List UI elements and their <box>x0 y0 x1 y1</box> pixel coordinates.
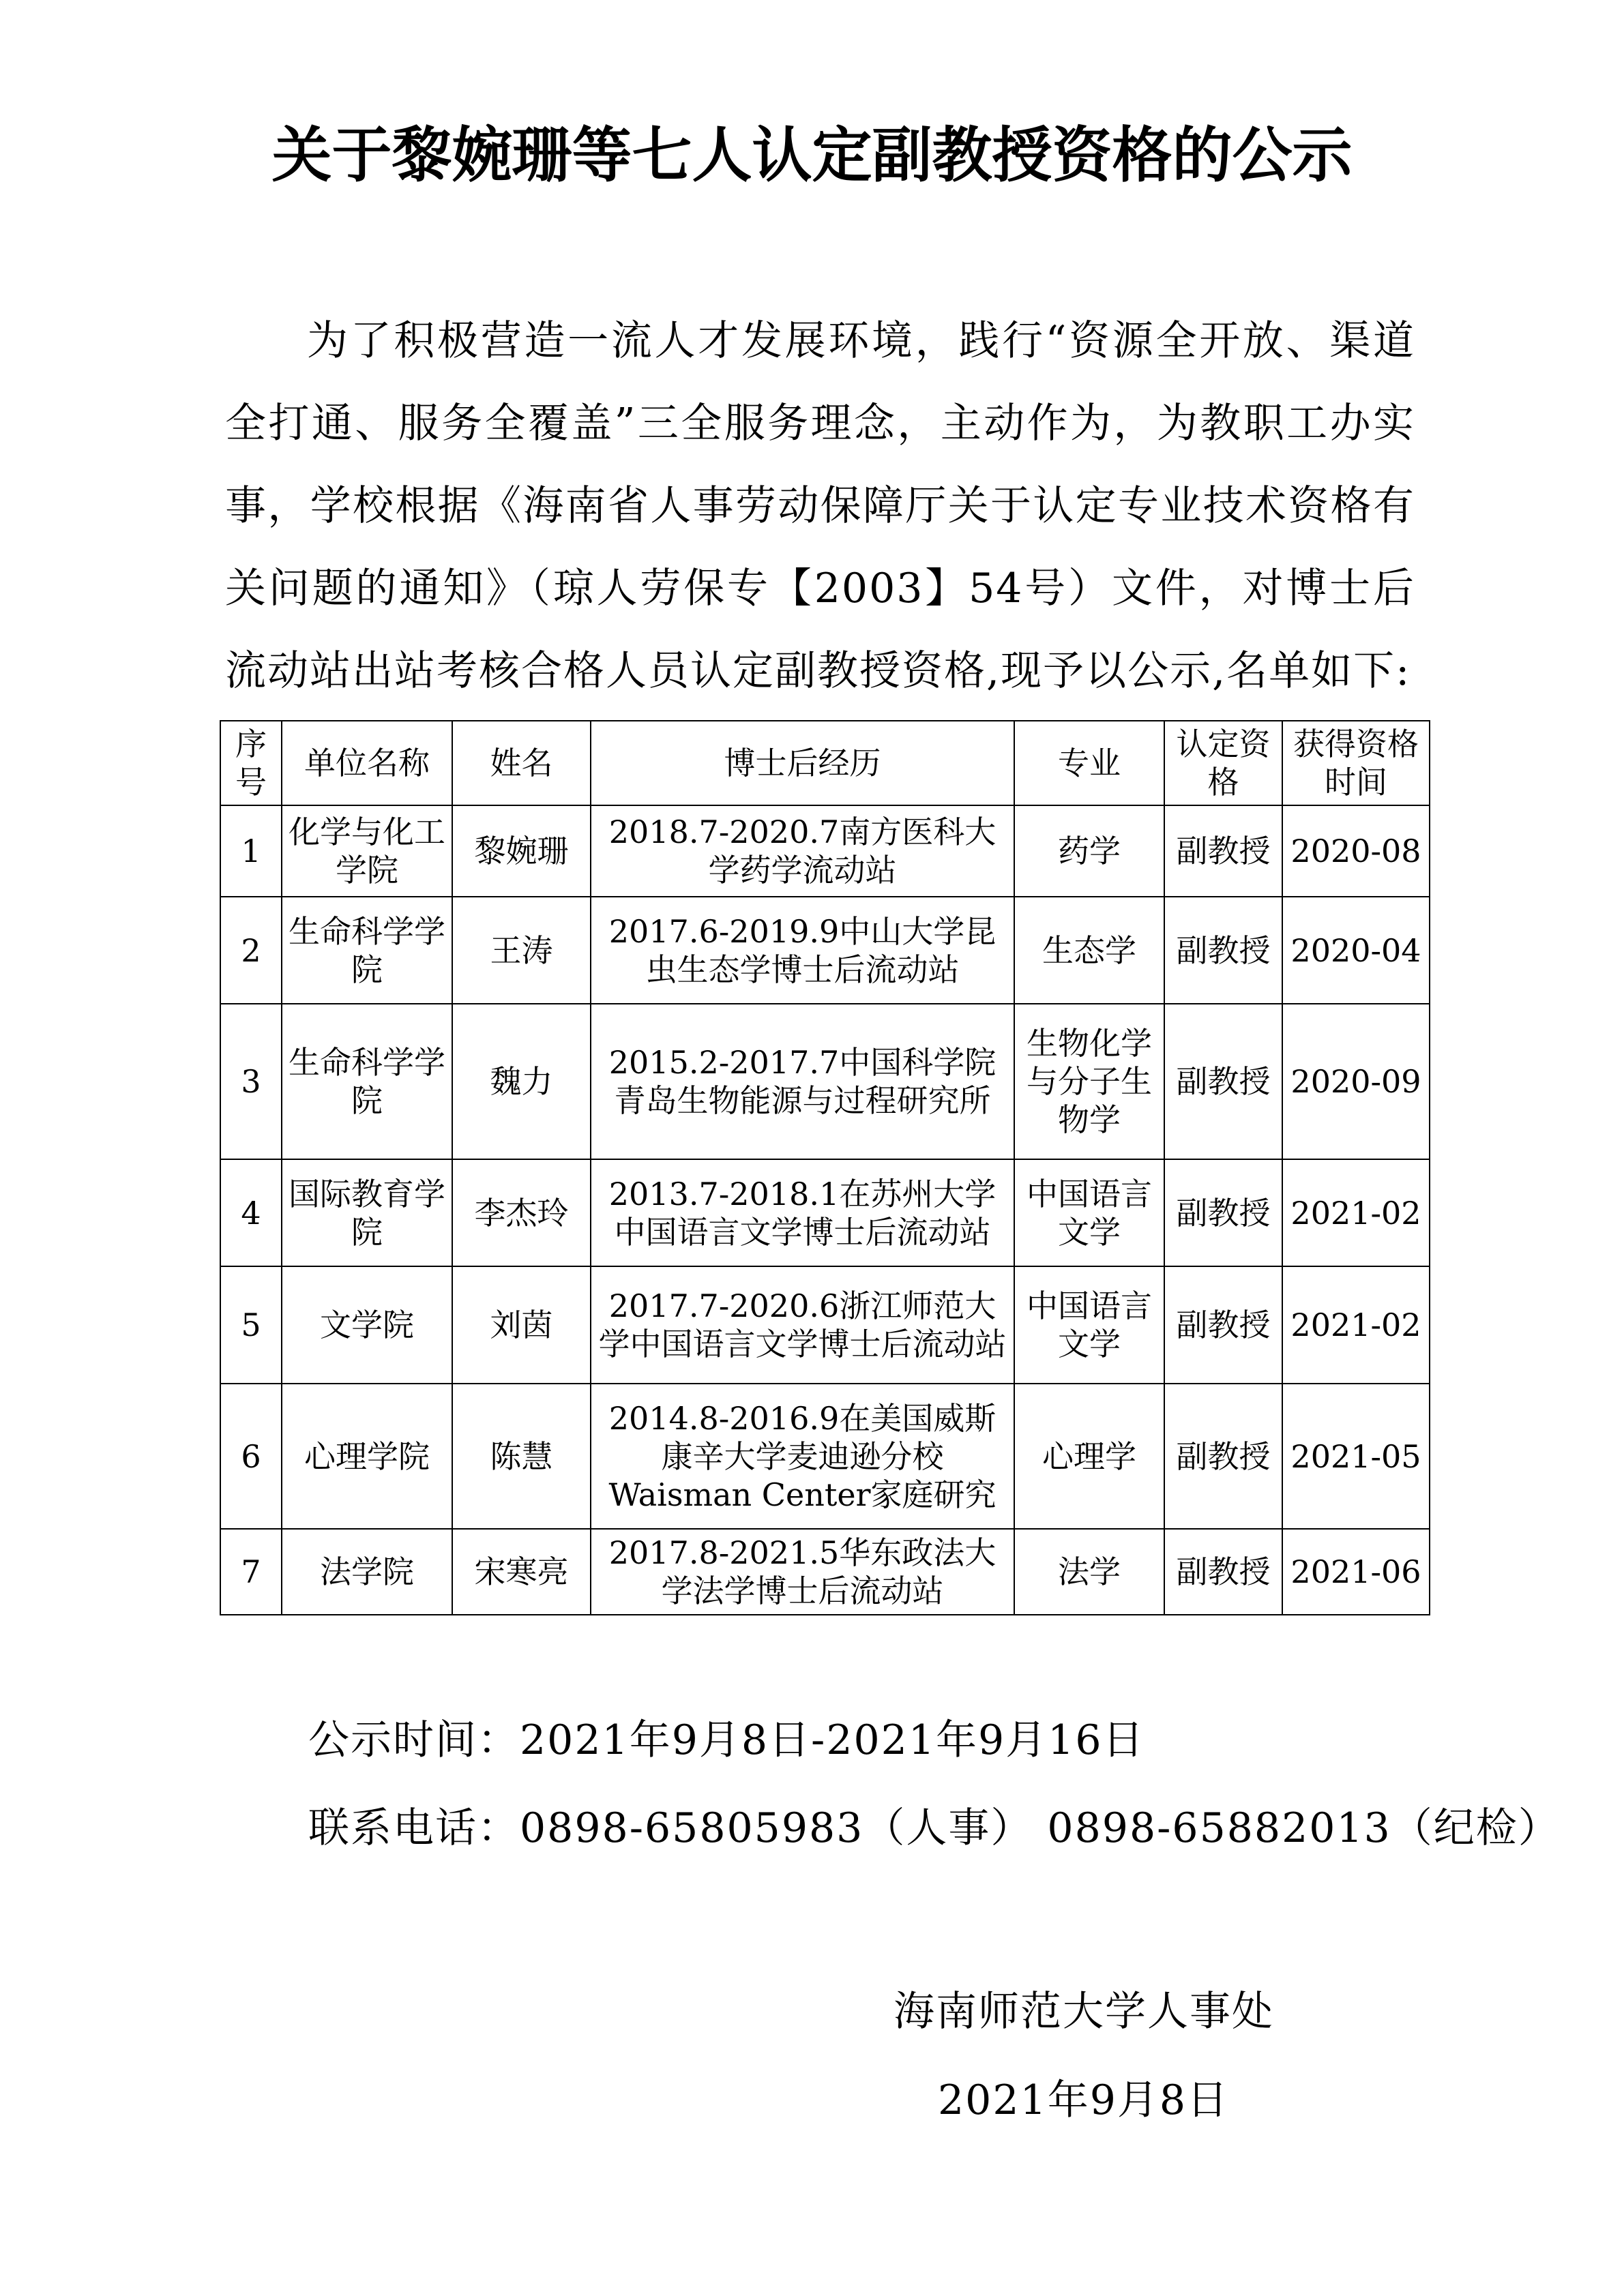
cell-qualification: 副教授 <box>1164 1159 1282 1266</box>
cell-qualification: 副教授 <box>1164 1529 1282 1615</box>
cell-major: 法学 <box>1014 1529 1164 1615</box>
header-major: 专业 <box>1014 721 1164 805</box>
cell-name: 李杰玲 <box>452 1159 591 1266</box>
cell-time: 2020-04 <box>1282 897 1430 1004</box>
table-row <box>220 1004 1430 1159</box>
cell-experience: 2015.2-2017.7中国科学院青岛生物能源与过程研究所 <box>591 1004 1014 1159</box>
signature-date: 2021年9月8日 <box>938 2076 1230 2124</box>
cell-major: 生态学 <box>1014 897 1164 1004</box>
cell-unit: 心理学院 <box>282 1384 452 1529</box>
header-time: 获得资格时间 <box>1282 721 1430 805</box>
cell-unit: 文学院 <box>282 1266 452 1384</box>
cell-time: 2020-08 <box>1282 805 1430 897</box>
cell-major: 心理学 <box>1014 1384 1164 1529</box>
table-row <box>220 897 1430 1004</box>
cell-experience: 2013.7-2018.1在苏州大学中国语言文学博士后流动站 <box>591 1159 1014 1266</box>
cell-qualification: 副教授 <box>1164 897 1282 1004</box>
cell-no: 2 <box>220 897 282 1004</box>
cell-no: 3 <box>220 1004 282 1159</box>
cell-time: 2021-02 <box>1282 1266 1430 1384</box>
header-experience: 博士后经历 <box>591 721 1014 805</box>
candidates-table <box>220 720 1430 1615</box>
table-row <box>220 805 1430 897</box>
cell-name: 黎婉珊 <box>452 805 591 897</box>
cell-unit: 化学与化工学院 <box>282 805 452 897</box>
cell-name: 王涛 <box>452 897 591 1004</box>
cell-unit: 生命科学学院 <box>282 1004 452 1159</box>
table-row <box>220 1159 1430 1266</box>
table-row <box>220 1384 1430 1529</box>
cell-qualification: 副教授 <box>1164 1004 1282 1159</box>
cell-experience: 2014.8-2016.9在美国威斯康辛大学麦迪逊分校Waisman Center家庭研究 <box>591 1384 1014 1529</box>
header-name: 姓名 <box>452 721 591 805</box>
table-header-row <box>220 721 1430 805</box>
cell-no: 7 <box>220 1529 282 1615</box>
cell-time: 2021-06 <box>1282 1529 1430 1615</box>
cell-experience: 2017.6-2019.9中山大学昆虫生态学博士后流动站 <box>591 897 1014 1004</box>
cell-no: 6 <box>220 1384 282 1529</box>
contact-phone: 联系电话：0898-65805983（人事） 0898-65882013（纪检） <box>308 1804 1561 1852</box>
cell-major: 中国语言文学 <box>1014 1159 1164 1266</box>
header-unit: 单位名称 <box>282 721 452 805</box>
cell-time: 2021-05 <box>1282 1384 1430 1529</box>
cell-name: 刘茵 <box>452 1266 591 1384</box>
cell-experience: 2017.7-2020.6浙江师范大学中国语言文学博士后流动站 <box>591 1266 1014 1384</box>
cell-major: 中国语言文学 <box>1014 1266 1164 1384</box>
cell-unit: 生命科学学院 <box>282 897 452 1004</box>
cell-time: 2021-02 <box>1282 1159 1430 1266</box>
cell-name: 陈慧 <box>452 1384 591 1529</box>
cell-unit: 法学院 <box>282 1529 452 1615</box>
cell-experience: 2018.7-2020.7南方医科大学药学流动站 <box>591 805 1014 897</box>
page-title: 关于黎婉珊等七人认定副教授资格的公示 <box>271 120 1353 190</box>
cell-qualification: 副教授 <box>1164 1266 1282 1384</box>
cell-unit: 国际教育学院 <box>282 1159 452 1266</box>
cell-no: 1 <box>220 805 282 897</box>
header-no: 序号 <box>220 721 282 805</box>
cell-major: 药学 <box>1014 805 1164 897</box>
cell-major: 生物化学与分子生物学 <box>1014 1004 1164 1159</box>
table-row <box>220 1266 1430 1384</box>
cell-name: 魏力 <box>452 1004 591 1159</box>
notice-period: 公示时间：2021年9月8日-2021年9月16日 <box>308 1716 1145 1764</box>
cell-qualification: 副教授 <box>1164 1384 1282 1529</box>
signature-org: 海南师范大学人事处 <box>894 1988 1274 2036</box>
cell-no: 4 <box>220 1159 282 1266</box>
intro-paragraph: 为了积极营造一流人才发展环境，践行“资源全开放、渠道全打通、服务全覆盖”三全服务理念，主动作为，为教职工办实事，学校根据《海南省人事劳动保障厅关于认定专业技术资格有关问题的通知》（琼人劳保专【2003】54号）文件，对博士后流动站出站考核合格人员认定副教授资格,现予以公示,名单如下: <box>225 317 1415 695</box>
cell-experience: 2017.8-2021.5华东政法大学法学博士后流动站 <box>591 1529 1014 1615</box>
cell-qualification: 副教授 <box>1164 805 1282 897</box>
cell-no: 5 <box>220 1266 282 1384</box>
header-qualification: 认定资格 <box>1164 721 1282 805</box>
cell-name: 宋寒亮 <box>452 1529 591 1615</box>
table-row <box>220 1529 1430 1615</box>
cell-time: 2020-09 <box>1282 1004 1430 1159</box>
